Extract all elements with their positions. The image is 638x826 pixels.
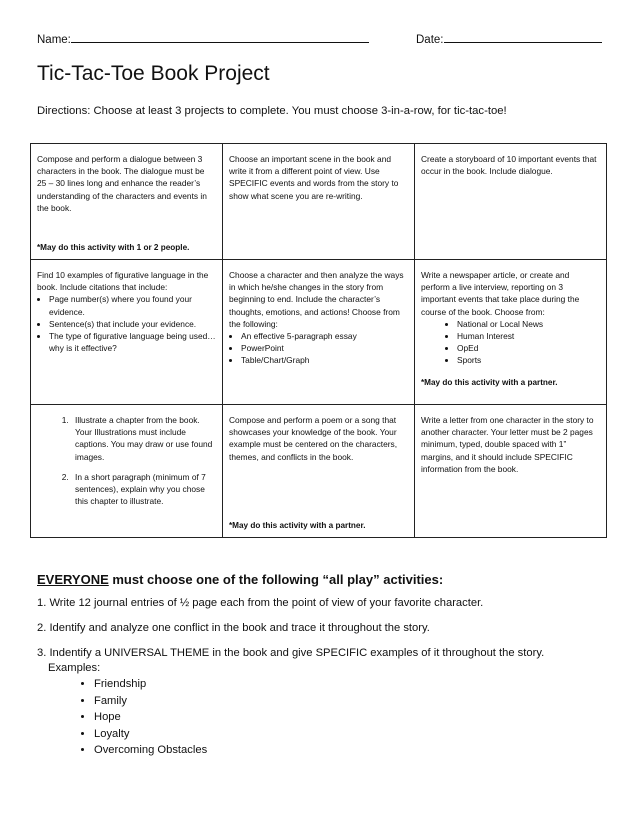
cell-text: Write a letter from one character in the story to another character. Your letter must be 2 pages minimum, typed, double spaced with 1” margins, and it should include SPECIFIC information from the book. <box>421 415 594 474</box>
grid-cell-character-analysis <box>223 260 415 405</box>
name-label: Name: <box>37 34 71 46</box>
all-play-heading-rest: must choose one of the following “all play” activities: <box>108 572 444 587</box>
list-item: • OpEd <box>457 342 600 354</box>
list-item: • Table/Chart/Graph <box>241 354 408 366</box>
cell-bullet-list <box>421 318 600 367</box>
all-play-heading-lead: EVERYONE <box>37 572 109 587</box>
date-blank-line <box>444 30 602 43</box>
cell-text: Create a storyboard of 10 important events that occur in the book. Include dialogue. <box>421 154 597 177</box>
grid-cell-point-of-view <box>223 144 415 260</box>
all-play-heading <box>37 572 443 587</box>
list-item: • The type of figurative language being used…why is it effective? <box>49 330 216 354</box>
grid-cell-figurative-language <box>31 260 223 405</box>
list-item: 1. Illustrate a chapter from the book. Your Illustrations must include captions. You may draw or use found images. <box>71 414 216 463</box>
list-item: • Sentence(s) that include your evidence. <box>49 318 216 330</box>
examples-list <box>52 676 207 759</box>
list-item: • Sports <box>457 354 600 366</box>
date-label: Date: <box>416 34 444 46</box>
grid-cell-dialogue <box>31 144 223 260</box>
list-item: • An effective 5-paragraph essay <box>241 330 408 342</box>
list-item: • Hope <box>94 709 207 726</box>
grid-cell-newspaper-article <box>415 260 607 405</box>
grid-cell-storyboard <box>415 144 607 260</box>
cell-text: Find 10 examples of figurative language in the book. Include citations that include: <box>37 270 209 293</box>
date-field <box>416 30 602 46</box>
name-field <box>37 30 369 46</box>
grid-row <box>31 260 607 405</box>
grid-cell-poem-song <box>223 405 415 538</box>
list-item: • Friendship <box>94 676 207 693</box>
cell-note: *May do this activity with a partner. <box>421 377 558 387</box>
all-play-activity-3: 3. Indentify a UNIVERSAL THEME in the book and give SPECIFIC examples of it throughout the story. <box>37 647 545 659</box>
all-play-activity-1: 1. Write 12 journal entries of ½ page each from the point of view of your favorite character. <box>37 597 484 609</box>
cell-text: Compose and perform a poem or a song that showcases your knowledge of the book. Your example must be centered on the characters, themes, and conflicts in the book. <box>229 415 398 462</box>
name-date-row <box>37 30 603 48</box>
directions-text: Directions: Choose at least 3 projects to complete. You must choose 3-in-a-row, for tic-tac-toe! <box>37 105 507 117</box>
examples-label: Examples: <box>48 662 101 674</box>
grid-cell-illustrate-chapter <box>31 405 223 538</box>
grid-row <box>31 144 607 260</box>
list-item: • Human Interest <box>457 330 600 342</box>
grid-cell-letter <box>415 405 607 538</box>
grid-row <box>31 405 607 538</box>
list-item: • National or Local News <box>457 318 600 330</box>
name-blank-line <box>71 30 369 43</box>
cell-text: Write a newspaper article, or create and perform a live interview, reporting on 3 important events that take place during the course of the book. Choose from: <box>421 270 580 317</box>
cell-text: Choose an important scene in the book and write it from a different point of view. Use SPECIFIC events and words from the story to show what scene you are re-writing. <box>229 154 399 201</box>
cell-note: *May do this activity with a partner. <box>229 520 366 530</box>
cell-text: Compose and perform a dialogue between 3 characters in the book. The dialogue must be 25 – 30 lines long and enhance the reader’s understanding of the characters and events in the book. <box>37 154 207 213</box>
list-item: • Page number(s) where you found your evidence. <box>49 293 216 317</box>
list-item: • Loyalty <box>94 726 207 743</box>
cell-note: *May do this activity with 1 or 2 people. <box>37 242 190 252</box>
list-item: • PowerPoint <box>241 342 408 354</box>
list-item: • Overcoming Obstacles <box>94 742 207 759</box>
cell-numbered-list <box>37 414 216 507</box>
cell-text: Choose a character and then analyze the ways in which he/she changes in the story from beginning to end. Include the character’s thoughts, emotions, and actions! Choose from the following: <box>229 270 404 329</box>
list-item: • Family <box>94 693 207 710</box>
cell-bullet-list <box>37 293 216 354</box>
tic-tac-toe-grid <box>30 143 607 538</box>
all-play-activity-2: 2. Identify and analyze one conflict in the book and trace it throughout the story. <box>37 622 430 634</box>
page-title: Tic-Tac-Toe Book Project <box>37 62 270 85</box>
list-item: 2. In a short paragraph (minimum of 7 sentences), explain why you chose this chapter to illustrate. <box>71 471 216 508</box>
cell-bullet-list <box>229 330 408 367</box>
